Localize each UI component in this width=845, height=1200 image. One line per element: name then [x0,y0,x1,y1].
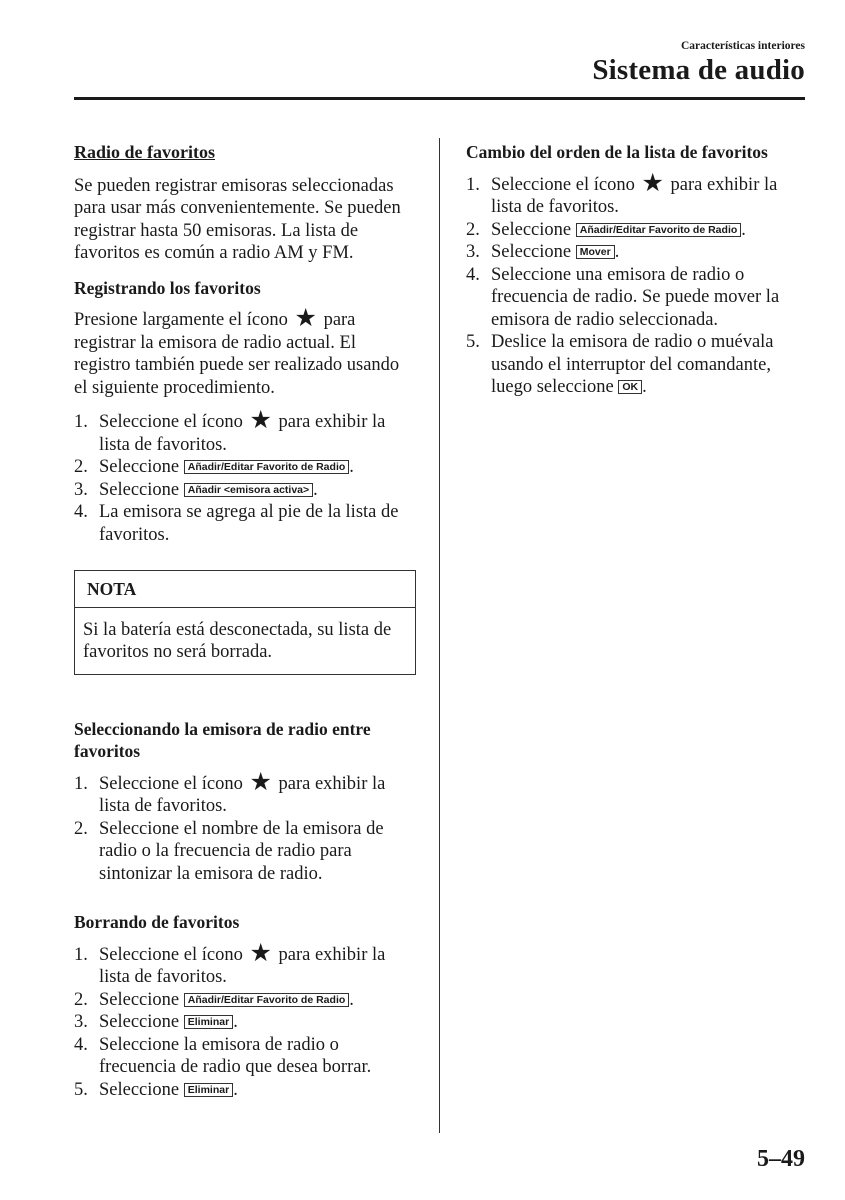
spacer [74,885,416,911]
page-title: Sistema de audio [592,54,805,86]
registrando-text-b: para registrar la emisora de radio actual. El registro también puede ser realizado usando el siguiente procedimiento. [74,310,400,398]
cambio-steps [466,169,806,399]
step-number: 1. [466,174,480,195]
step-number: 2. [74,989,88,1010]
step-text: . [614,242,620,262]
section-title-borrando: Borrando de favoritos [74,912,240,932]
seleccionando-steps [74,768,416,886]
step-text: La emisora se agrega al pie de la lista de favoritos. [99,502,399,545]
add-edit-favorite-button-label: Añadir/Editar Favorito de Radio [184,460,350,474]
note-heading: NOTA [75,571,415,608]
step-text: . [349,457,354,477]
section-title-cambio-orden: Cambio del orden de la lista de favoritos [466,142,768,162]
delete-button-label: Eliminar [184,1083,233,1097]
step-text: Seleccione el nombre de la emisora de radio o la frecuencia de radio para sintonizar la emisora de radio. [99,818,384,884]
list-item [466,219,806,242]
spacer [74,675,416,718]
step-text: Seleccione el ícono [99,412,243,432]
step-number: 5. [466,332,480,352]
move-button-label: Mover [576,245,615,259]
step-number: 4. [466,264,480,285]
add-edit-favorite-button-label: Añadir/Editar Favorito de Radio [184,993,350,1007]
star-icon: ★ [249,407,272,434]
step-text: Seleccione [99,989,180,1010]
step-text: Seleccione la emisora de radio o frecuencia de radio que desea borrar. [99,1034,372,1077]
add-active-station-button-label: Añadir <emisora activa> [184,483,313,497]
favoritos-description: Se pueden registrar emisoras seleccionadas para usar más convenientemente. Se pueden registrar hasta 50 emisoras. La lista de favoritos es común a radio AM y FM. [74,175,401,263]
list-item [74,501,416,546]
section-title-seleccionando: Seleccionando la emisora de radio entre favoritos [74,718,371,761]
list-item [466,241,806,264]
list-item [74,479,416,502]
step-text: Seleccione [99,1012,180,1032]
step-text: . [741,219,746,240]
step-text: . [233,1079,238,1100]
step-text: Seleccione el ícono [99,773,243,794]
registrando-steps [74,407,416,546]
step-text: Seleccione una emisora de radio o frecuencia de radio. Se puede mover la emisora de radio seleccionada. [491,264,780,330]
registrando-description [74,305,416,399]
step-number: 2. [74,457,88,477]
ok-button-label: OK [618,380,642,394]
list-item [74,1034,416,1079]
step-text: para exhibir la lista de favoritos. [99,944,386,987]
step-number: 2. [466,219,480,240]
step-text: para exhibir la lista de favoritos. [491,174,778,217]
section-title-radio-favoritos: Radio de favoritos [74,142,215,162]
step-number: 3. [74,1012,88,1032]
list-item [466,331,806,399]
add-edit-favorite-button-label: Añadir/Editar Favorito de Radio [576,223,742,237]
list-item [466,169,806,219]
star-icon: ★ [641,169,664,197]
delete-button-label: Eliminar [184,1015,233,1029]
right-column [466,141,806,399]
step-text: Seleccione el ícono [491,174,635,195]
list-item [466,264,806,332]
star-icon: ★ [249,768,272,796]
list-item [74,818,416,886]
note-box [74,570,416,675]
step-number: 4. [74,1034,88,1055]
section-title-registrando: Registrando los favoritos [74,277,261,298]
step-text: Seleccione [99,457,180,477]
step-number: 1. [74,773,88,794]
list-item [74,407,416,456]
step-text: para exhibir la lista de favoritos. [99,412,386,455]
step-text: Seleccione [99,479,180,500]
step-text: para exhibir la lista de favoritos. [99,773,386,816]
step-text: Seleccione [491,242,572,262]
list-item [74,989,416,1012]
step-text: Seleccione [491,219,572,240]
step-number: 3. [466,242,480,262]
header-section-label: Características interiores [680,40,805,52]
step-number: 5. [74,1079,88,1100]
header-rule [74,97,805,100]
page-number: 5–49 [757,1146,805,1172]
registrando-text-a: Presione largamente el ícono [74,310,288,330]
list-item [74,1011,416,1034]
list-item [74,1079,416,1102]
list-item [74,939,416,989]
step-number: 4. [74,502,88,522]
step-text: Deslice la emisora de radio o muévala usando el interruptor del comandante, luego seleccione [491,332,774,397]
step-number: 1. [74,944,88,965]
star-icon: ★ [294,305,317,332]
step-number: 3. [74,479,88,500]
step-text: Seleccione [99,1079,180,1100]
step-number: 2. [74,818,88,839]
column-divider [439,138,440,1133]
step-text: . [313,479,318,500]
note-text: Si la batería está desconectada, su lista de favoritos no será borrada. [83,619,392,662]
step-number: 1. [74,412,88,432]
step-text: . [349,989,354,1010]
step-text: . [233,1012,238,1032]
step-text: . [642,377,647,397]
list-item [74,768,416,818]
step-text: Seleccione el ícono [99,944,243,965]
borrando-steps [74,939,416,1102]
list-item [74,456,416,479]
star-icon: ★ [249,939,272,967]
left-column [74,141,416,1101]
